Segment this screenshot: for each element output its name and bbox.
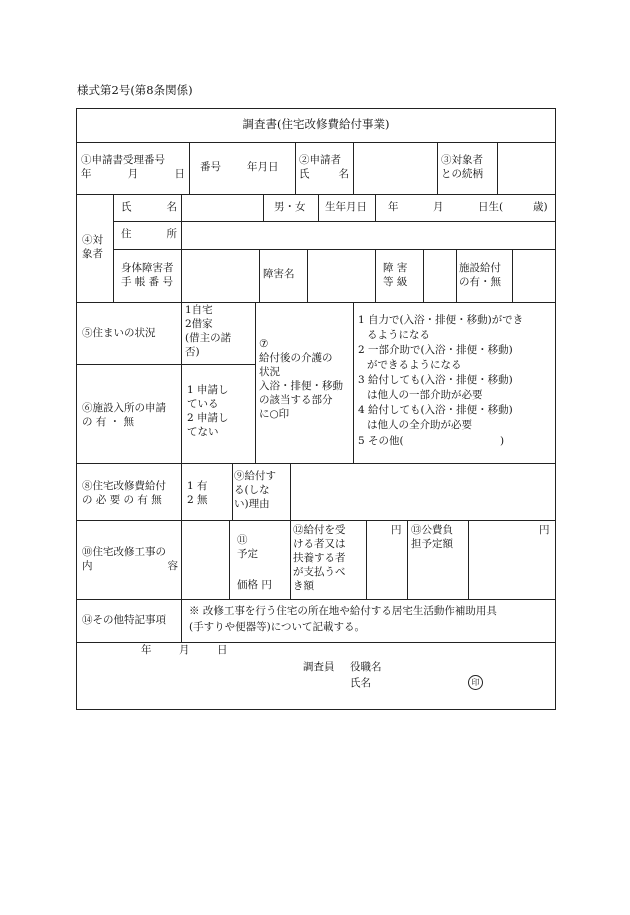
- birth-month-unit: 月: [433, 201, 444, 213]
- rule: [77, 302, 555, 303]
- sex-field: 男・女: [274, 201, 306, 213]
- name-field-label: 氏名: [350, 677, 371, 689]
- planned-price-label-2: 予定: [237, 548, 258, 560]
- care-option-5-close: ): [500, 435, 505, 447]
- living-option-4: 否): [185, 346, 200, 358]
- handbook-label: 身体障害者: [121, 262, 174, 274]
- form-title: 調査書(住宅改修費給付事業): [242, 117, 390, 131]
- rule: [77, 520, 555, 521]
- rule: [353, 142, 354, 194]
- necessity-option-2: 2 無: [187, 494, 208, 506]
- rule: [181, 302, 182, 463]
- care-status-label: ⑦: [259, 338, 269, 350]
- care-option-1: 1 自力で(入浴・排便・移動)ができ: [358, 314, 524, 326]
- footer-year-unit: 年: [141, 644, 152, 656]
- rule: [181, 520, 182, 599]
- living-situation-label: ⑤住まいの状況: [82, 327, 156, 339]
- facility-benefit-label-2: の有・無: [459, 276, 501, 288]
- payer-amount-label-3: 扶養する者: [293, 552, 346, 564]
- rule: [259, 249, 260, 302]
- rule: [77, 642, 555, 643]
- applicant-name-label: 氏 名: [299, 168, 349, 180]
- public-expense-label: ⑬公費負: [411, 524, 453, 536]
- rule: [232, 463, 233, 520]
- care-option-5: 5 その他(: [358, 435, 404, 447]
- rule: [512, 249, 513, 302]
- rule: [366, 520, 367, 599]
- day-unit: 日: [174, 168, 185, 180]
- rule: [437, 142, 438, 194]
- facility-application-label-2: の 有 ・ 無: [82, 416, 135, 428]
- receipt-date-label: [81, 168, 185, 181]
- rule: [318, 194, 319, 221]
- rule: [307, 249, 308, 302]
- necessity-label-2: の 必 要 の 有 無: [82, 494, 162, 506]
- rule: [290, 463, 291, 520]
- rule: [295, 142, 296, 194]
- notes-text: ※ 改修工事を行う住宅の所在地や給付する居宅生活動作補助用具: [189, 605, 497, 617]
- subject-label-2: 象者: [82, 248, 103, 260]
- rule: [255, 302, 256, 463]
- facility-application-option-4: てない: [187, 426, 219, 438]
- care-option-2: 2 一部介助で(入浴・排便・移動): [358, 344, 513, 356]
- rule: [290, 520, 291, 599]
- necessity-label: ⑧住宅改修費給付: [82, 480, 166, 492]
- receipt-number-label: ①申請書受理番号: [81, 154, 165, 166]
- living-option-2: 2借家: [185, 318, 213, 330]
- reason-label: ⑨給付す: [234, 470, 276, 482]
- public-expense-unit: 円: [539, 524, 550, 536]
- notes-text-2: (手すりや便器等)について記載する。: [189, 621, 365, 633]
- footer-month-unit: 月: [179, 644, 190, 656]
- planned-price-label: ⑪: [237, 534, 248, 546]
- care-option-1-cont: るようになる: [367, 329, 430, 341]
- facility-application-option-2: ている: [187, 398, 219, 410]
- footer-day-unit: 日: [217, 644, 228, 656]
- rule: [181, 463, 182, 520]
- rule: [263, 194, 264, 221]
- rule: [77, 194, 555, 195]
- care-status-label-5: の該当する部分: [259, 394, 333, 406]
- reason-label-3: い)理由: [234, 498, 270, 510]
- work-content-label: ⑩住宅改修工事の: [82, 546, 166, 558]
- birth-date-label: 生年月日: [325, 201, 367, 213]
- rule: [113, 194, 114, 302]
- survey-form: [76, 108, 556, 710]
- necessity-option-1: 1 有: [187, 480, 208, 492]
- address-label: 住 所: [121, 228, 177, 240]
- payer-amount-label-5: き額: [293, 580, 314, 592]
- payer-amount-label: ⑫給付を受: [293, 524, 346, 536]
- care-option-4: 4 給付しても(入浴・排便・移動): [358, 404, 513, 416]
- facility-benefit-label: 施設給付: [459, 262, 501, 274]
- birth-day-unit: 日生(: [478, 201, 504, 213]
- date-label: 年月日: [247, 161, 279, 173]
- notes-label: ⑭その他特記事項: [82, 614, 166, 626]
- facility-application-option-1: 1 申請し: [187, 384, 229, 396]
- care-status-label-3: 状況: [259, 366, 280, 378]
- living-option-1: 1自宅: [185, 304, 213, 316]
- rule: [77, 463, 555, 464]
- planned-price-label-3: 価格 円: [237, 579, 272, 591]
- relationship-label-2: との続柄: [441, 168, 483, 180]
- rule: [497, 142, 498, 194]
- rule: [181, 194, 182, 302]
- care-status-label-2: 給付後の介護の: [259, 352, 333, 364]
- rule: [77, 599, 555, 600]
- rule: [189, 142, 190, 194]
- living-option-3: (借主の諾: [185, 332, 232, 344]
- relationship-label: ③対象者: [441, 154, 483, 166]
- facility-application-option-3: 2 申請し: [187, 412, 229, 424]
- grade-label-2: 等 級: [383, 276, 408, 288]
- reason-label-2: る(しな: [234, 484, 270, 496]
- form-number-label: 様式第2号(第8条関係): [77, 83, 193, 97]
- number-label: 番号: [200, 161, 221, 173]
- handbook-label-2: 手 帳 番 号: [121, 276, 174, 288]
- month-unit: 月: [127, 168, 139, 180]
- care-status-label-4: 入浴・排便・移動: [259, 380, 343, 392]
- payer-amount-label-4: が支払うべ: [293, 566, 346, 578]
- payer-amount-label-2: ける者又は: [293, 538, 346, 550]
- rule: [423, 249, 424, 302]
- subject-label: ④対: [82, 234, 103, 246]
- care-option-2-cont: ができるようになる: [367, 359, 462, 371]
- name-label: 氏 名: [121, 201, 177, 213]
- seal-mark: 印: [468, 675, 483, 690]
- age-unit: 歳): [533, 201, 548, 213]
- rule: [229, 520, 230, 599]
- birth-year-unit: 年: [388, 201, 399, 213]
- public-expense-label-2: 担予定額: [411, 538, 453, 550]
- rule: [407, 520, 408, 599]
- rule: [456, 249, 457, 302]
- rule: [113, 221, 555, 222]
- care-option-3: 3 給付しても(入浴・排便・移動): [358, 374, 513, 386]
- rule: [77, 364, 255, 365]
- rule: [181, 599, 182, 642]
- care-option-3-cont: は他人の一部介助が必要: [367, 389, 483, 401]
- facility-application-label: ⑥施設入所の申請: [82, 402, 166, 414]
- rule: [77, 142, 555, 143]
- work-content-label-2: 内 容: [82, 560, 178, 572]
- year-unit: 年: [81, 168, 92, 180]
- disability-name-label: 障害名: [263, 268, 295, 280]
- applicant-label: ②申請者: [299, 154, 341, 166]
- inspector-label: 調査員: [303, 661, 335, 673]
- rule: [375, 249, 376, 302]
- grade-label: 障 害: [383, 262, 408, 274]
- rule: [375, 194, 376, 221]
- care-status-label-6: に○印: [259, 408, 290, 420]
- position-label: 役職名: [350, 661, 382, 673]
- payer-amount-unit: 円: [391, 524, 402, 536]
- rule: [353, 302, 354, 463]
- rule: [468, 520, 469, 599]
- rule: [113, 249, 555, 250]
- care-option-4-cont: は他人の全介助が必要: [367, 419, 472, 431]
